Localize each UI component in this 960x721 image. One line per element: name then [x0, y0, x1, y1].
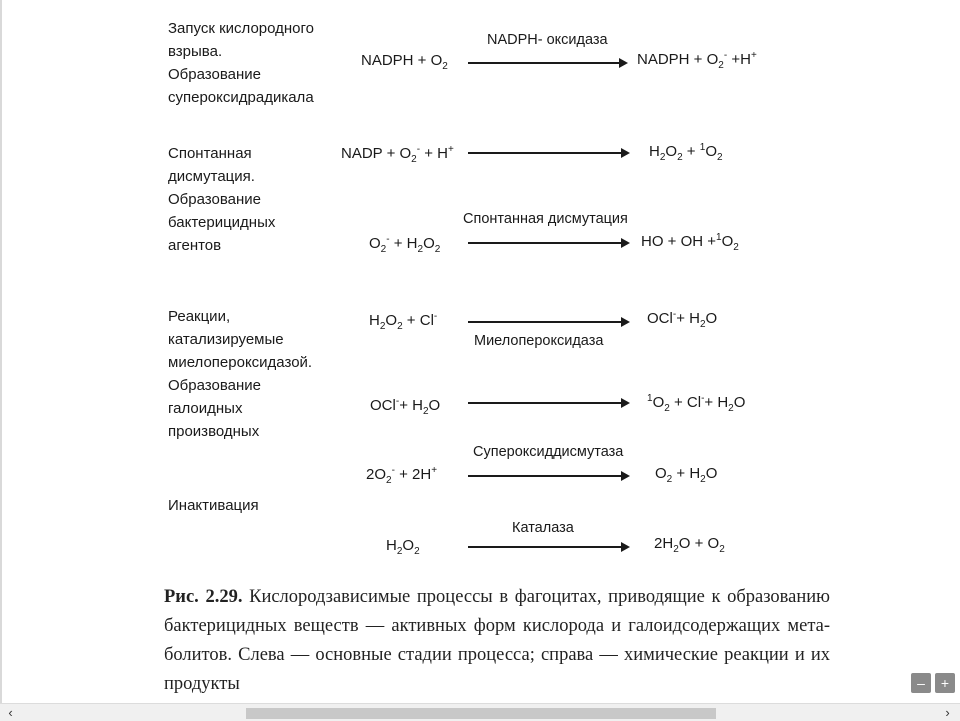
- scrollbar-thumb[interactable]: [246, 708, 716, 719]
- stage-line: бактерицидных: [168, 214, 276, 231]
- stage-oxidative-burst: [168, 17, 314, 109]
- stage-inactivation: [168, 494, 259, 517]
- reaction-5-reactants: $OCl^-+ H_2O$: [370, 396, 441, 417]
- stage-line: Образование: [168, 191, 261, 208]
- stage-spontaneous-dismutation: [168, 142, 275, 257]
- reaction-3-arrow: [468, 242, 622, 244]
- stage-line: супероксидрадикала: [168, 89, 314, 106]
- enzyme-nadph-oxidase: NADPH- оксидаза: [487, 32, 608, 48]
- figure-caption: [164, 583, 830, 699]
- reaction-4-arrow: [468, 321, 622, 323]
- page-left-border: [0, 0, 2, 703]
- enzyme-superoxide-dismutase: Супероксиддисмутаза: [473, 444, 624, 460]
- reaction-7-arrow: [468, 546, 622, 548]
- stage-line: Реакции,: [168, 308, 231, 325]
- stage-line: агентов: [168, 237, 222, 254]
- reaction-3-reactants: $O_2^- + H_2O_2$: [369, 234, 441, 255]
- stage-line: Спонтанная: [168, 145, 252, 162]
- stage-line: Образование: [168, 377, 261, 394]
- reaction-4-reactants: $H_2O_2 + Cl^-$: [369, 311, 438, 332]
- reaction-7-reactants: $H_2O_2$: [386, 537, 420, 557]
- reaction-4-products: $OCl^-+ H_2O$: [647, 309, 718, 330]
- reaction-7-products: $2H_2O + O_2$: [654, 535, 725, 555]
- horizontal-scrollbar[interactable]: [0, 703, 960, 721]
- scroll-right-icon[interactable]: ›: [945, 705, 950, 720]
- caption-text: Кислородзависимые процессы в фагоцитах, приводящие к образованию бактерицидных веществ — активных форм кислорода и галоидсодержащих мета-болитов. Слева — основные стадии процесса; справа — химические реакции и их продукты: [164, 587, 831, 694]
- stage-line: Инактивация: [168, 497, 259, 514]
- enzyme-catalase: Каталаза: [512, 520, 574, 536]
- reaction-2-products: $H_2O_2 + ^1O_2$: [649, 142, 723, 163]
- caption-label: Рис. 2.29.: [164, 587, 243, 607]
- stage-line: галоидных: [168, 400, 243, 417]
- reaction-5-products: $^1O_2 + Cl^-+ H_2O$: [647, 393, 746, 414]
- stage-line: Запуск кислородного: [168, 20, 315, 37]
- reaction-6-products: $O_2 + H_2O$: [655, 465, 718, 485]
- reaction-6-reactants: $2O_2^- + 2H^+$: [366, 465, 438, 486]
- zoom-out-button[interactable]: –: [911, 673, 931, 693]
- reaction-3-products: HO + OH $+^1O_2$: [641, 232, 739, 253]
- reaction-2-reactants: NADP + $O_2^- + H^+$: [341, 144, 454, 165]
- enzyme-spontaneous-dismutation: Спонтанная дисмутация: [463, 211, 628, 227]
- zoom-in-button[interactable]: +: [935, 673, 955, 693]
- stage-line: дисмутация.: [168, 168, 255, 185]
- stage-line: Образование: [168, 66, 261, 83]
- stage-line: производных: [168, 423, 260, 440]
- stage-line: миелопероксидазой.: [168, 354, 313, 371]
- reaction-5-arrow: [468, 402, 622, 404]
- enzyme-myeloperoxidase: Миелопероксидаза: [474, 333, 604, 349]
- scroll-left-icon[interactable]: ‹: [8, 705, 13, 720]
- stage-line: взрыва.: [168, 43, 223, 60]
- reaction-1-products: NADPH + $O_2^- +H^+$: [637, 50, 757, 71]
- reaction-2-arrow: [468, 152, 622, 154]
- stage-myeloperoxidase: [168, 305, 312, 443]
- reaction-6-arrow: [468, 475, 622, 477]
- reaction-1-arrow: [468, 62, 620, 64]
- reaction-1-reactants: NADPH + $O_2$: [361, 52, 448, 72]
- stage-line: катализируемые: [168, 331, 284, 348]
